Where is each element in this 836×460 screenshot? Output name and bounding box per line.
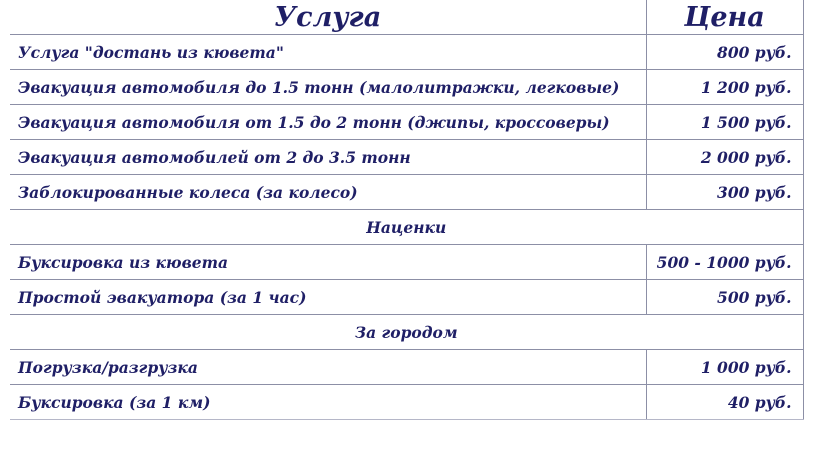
section-header-row [10,210,803,245]
service-price: 300 руб. [646,175,803,210]
section-title-out-of-town: За городом [10,315,803,350]
table-row [10,105,803,140]
service-price: 2 000 руб. [646,140,803,175]
section-header-row [10,315,803,350]
service-price: 500 - 1000 руб. [646,245,803,280]
table-row [10,70,803,105]
service-price: 40 руб. [646,385,803,420]
table-row [10,35,803,70]
service-column-header: Услуга [10,0,646,35]
table-row [10,140,803,175]
price-table [10,0,804,420]
service-name: Буксировка из кювета [10,245,646,280]
service-price: 800 руб. [646,35,803,70]
service-name: Простой эвакуатора (за 1 час) [10,280,646,315]
service-price: 500 руб. [646,280,803,315]
table-row [10,245,803,280]
table-row [10,385,803,420]
service-name: Эвакуация автомобиля от 1.5 до 2 тонн (джипы, кроссоверы) [10,105,646,140]
service-price: 1 200 руб. [646,70,803,105]
service-name: Заблокированные колеса (за колесо) [10,175,646,210]
table-row [10,280,803,315]
service-name: Буксировка (за 1 км) [10,385,646,420]
service-name: Погрузка/разгрузка [10,350,646,385]
table-row [10,350,803,385]
service-price: 1 000 руб. [646,350,803,385]
service-name: Эвакуация автомобиля до 1.5 тонн (малолитражки, легковые) [10,70,646,105]
table-header-row [10,0,803,35]
service-name: Услуга "достань из кювета" [10,35,646,70]
service-name: Эвакуация автомобилей от 2 до 3.5 тонн [10,140,646,175]
section-title-markups: Наценки [10,210,803,245]
service-price: 1 500 руб. [646,105,803,140]
table-row [10,175,803,210]
price-column-header: Цена [646,0,803,35]
